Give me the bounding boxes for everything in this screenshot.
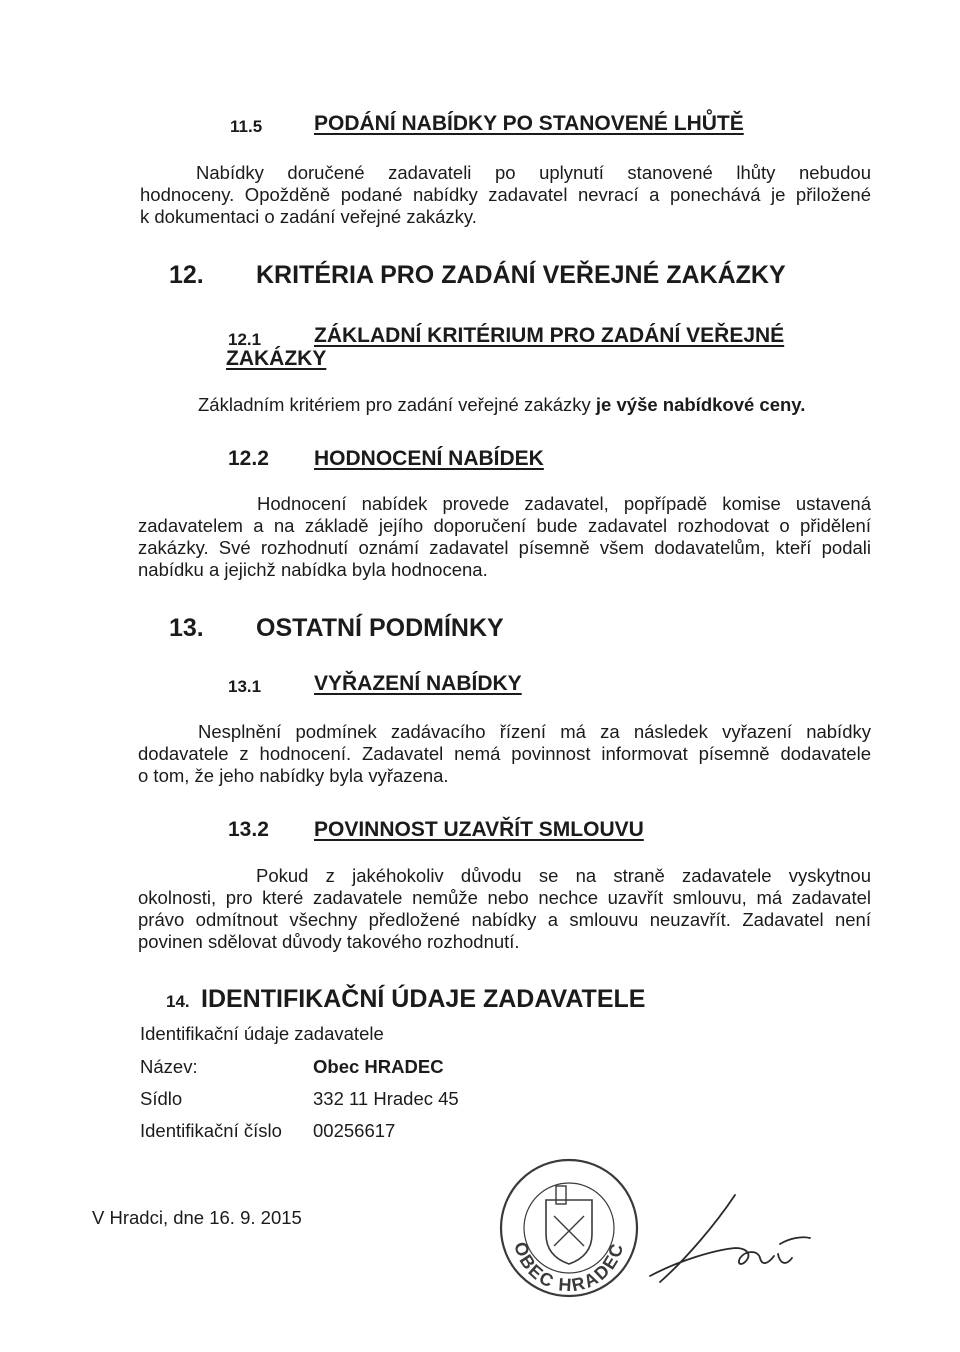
handwritten-signature [640, 1180, 820, 1290]
section-14-title: IDENTIFIKAČNÍ ÚDAJE ZADAVATELE [201, 985, 646, 1013]
section-12-1-title-line2: ZAKÁZKY [226, 347, 327, 370]
section-11-5-title: PODÁNÍ NABÍDKY PO STANOVENÉ LHŮTĚ [314, 112, 744, 135]
paragraph-line: o tom, že jeho nabídky byla vyřazena. [138, 765, 449, 786]
section-12-1-title-line1: ZÁKLADNÍ KRITÉRIUM PRO ZADÁNÍ VEŘEJNÉ [314, 324, 785, 347]
section-12-1-number: 12.1 [228, 330, 262, 349]
section-12-2-paragraph [138, 493, 871, 581]
section-12-title: KRITÉRIA PRO ZADÁNÍ VEŘEJNÉ ZAKÁZKY [256, 261, 786, 289]
criterion-text: Základním kritériem pro zadání veřejné zakázky [198, 394, 591, 415]
section-13-number: 13. [169, 614, 204, 642]
section-12-number: 12. [169, 261, 204, 289]
section-12-2-number: 12.2 [228, 447, 269, 470]
section-12-2-title: HODNOCENÍ NABÍDEK [314, 447, 544, 470]
paragraph-line: dodavatele z hodnocení. Zadavatel nemá povinnost informovat písemně dodavatele [138, 743, 871, 764]
municipal-stamp [494, 1156, 644, 1306]
section-11-5-paragraph [140, 162, 871, 228]
identification-label-name: Název: [140, 1056, 198, 1077]
paragraph-line: okolnosti, pro které zadavatele nemůže nebo nechce uzavřít smlouvu, má zadavatel [138, 887, 871, 908]
paragraph-line: k dokumentaci o zadání veřejné zakázky. [140, 206, 477, 227]
svg-text:OBEC HRADEC [510, 1240, 628, 1296]
paragraph-line: povinen sdělovat důvody takového rozhodnutí. [138, 931, 520, 952]
paragraph-line: zadavatelem a na základě jejího doporučení bude zadavatel rozhodovat o přidělení [138, 515, 871, 536]
paragraph-line: hodnoceny. Opožděně podané nabídky zadavatel nevrací a ponechává je přiložené [140, 184, 871, 205]
section-12-1-text [198, 394, 805, 416]
identification-label-seat: Sídlo [140, 1088, 183, 1109]
paragraph-line: zakázky. Své rozhodnutí oznámí zadavatel písemně všem dodavatelům, kteří podali [138, 537, 871, 558]
criterion-emphasis: je výše nabídkové ceny. [595, 394, 806, 415]
section-13-title: OSTATNÍ PODMÍNKY [256, 614, 504, 642]
identification-value-id: 00256617 [313, 1120, 396, 1141]
section-13-2-number: 13.2 [228, 818, 269, 841]
paragraph-line: nabídku a jejichž nabídka byla hodnocena. [138, 559, 488, 580]
section-13-2-title: POVINNOST UZAVŘÍT SMLOUVU [314, 818, 644, 841]
section-14-number: 14. [166, 992, 190, 1011]
identification-value-seat: 332 11 Hradec 45 [313, 1088, 459, 1109]
identification-value-name: Obec HRADEC [313, 1056, 444, 1077]
place-and-date: V Hradci, dne 16. 9. 2015 [92, 1207, 302, 1228]
section-13-1-number: 13.1 [228, 677, 262, 696]
section-11-5-number: 11.5 [230, 117, 263, 136]
section-13-2-paragraph [138, 865, 871, 953]
paragraph-line: právo odmítnout všechny předložené nabídky a smlouvu neuzavřít. Zadavatel není [138, 909, 871, 930]
stamp-text: OBEC HRADEC [510, 1239, 628, 1296]
section-13-1-paragraph [138, 721, 871, 787]
paragraph-line: Hodnocení nabídek provede zadavatel, popřípadě komise ustavená [257, 493, 871, 514]
identification-intro: Identifikační údaje zadavatele [140, 1023, 384, 1044]
paragraph-line: Pokud z jakéhokoliv důvodu se na straně zadavatele vyskytnou [256, 865, 871, 886]
paragraph-line: Nesplnění podmínek zadávacího řízení má za následek vyřazení nabídky [198, 721, 871, 742]
section-13-1-title: VYŘAZENÍ NABÍDKY [314, 672, 522, 695]
paragraph-line: Nabídky doručené zadavateli po uplynutí stanovené lhůty nebudou [196, 162, 871, 183]
identification-label-id: Identifikační číslo [140, 1120, 282, 1141]
